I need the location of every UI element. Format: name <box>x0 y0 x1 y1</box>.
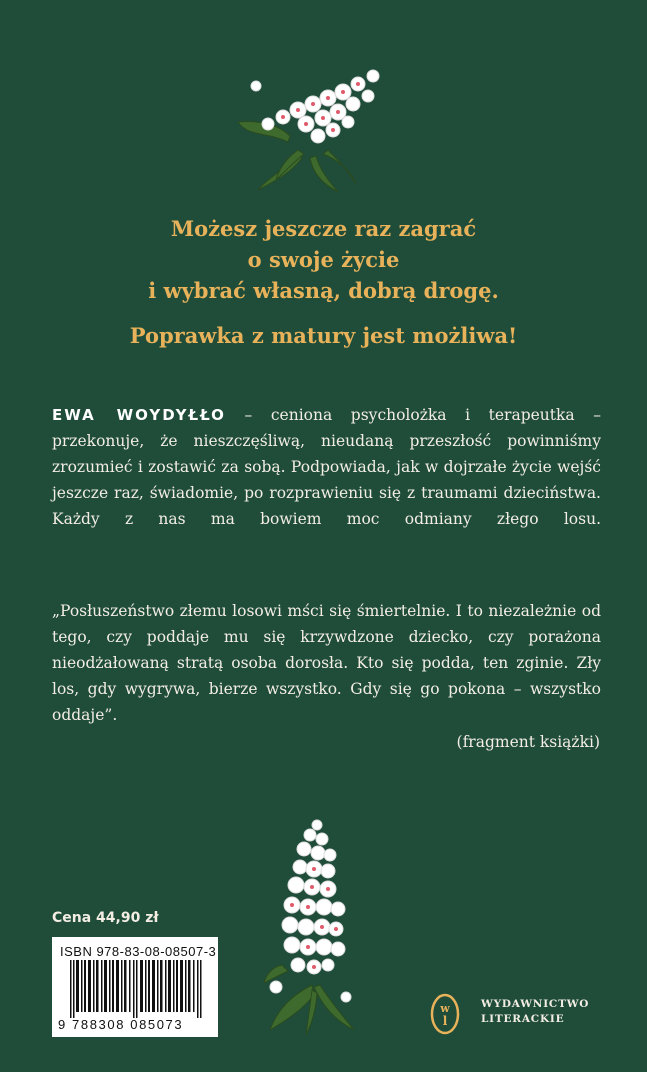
barcode-digits: 9 788308 085073 <box>58 1017 184 1032</box>
headline-line-1: Możesz jeszcze raz zagrać <box>170 216 477 241</box>
tagline: Poprawka z matury jest możliwa! <box>129 323 518 348</box>
headline-line-3: i wybrać własną, dobrą drogę. <box>148 278 499 303</box>
publisher-logo-icon <box>428 992 462 1036</box>
book-quote: „Posłuszeństwo złemu losowi mści się śmiertelnie. I to niezależnie od tego, czy poddaje mu się krzywdzone dziecko, czy porażona nieodżałowaną stratą osoba dorosła. Kto się podda, ten zginie. Zły los, gdy wygrywa, bierze wszystko. Gdy się go pokona – wszystko oddaje”. <box>52 602 601 724</box>
author-name: EWA WOYDYŁŁO <box>52 406 226 424</box>
headline-line-2: o swoje życie <box>247 247 400 272</box>
headline-block <box>0 213 647 306</box>
bio-text: – ceniona psycholożka i terapeutka – przekonuje, że nieszczęśliwą, nieudaną przeszłość powinniśmy zrozumieć i zostawić za sobą. Podpowiada, jak w dojrzałe życie wejść jeszcze raz, świadomie, po rozprawieniu się z traumami dzieciństwa. Każdy z nas ma bowiem moc odmiany złego losu. <box>52 406 601 528</box>
bottom-flower-illustration <box>262 815 362 1037</box>
quote-source: (fragment książki) <box>456 733 600 751</box>
publisher-name-line-1: WYDAWNICTWO <box>481 998 590 1010</box>
isbn-label: ISBN 978-83-08-08507-3 <box>60 944 217 959</box>
author-bio <box>52 402 601 532</box>
barcode-bars <box>70 960 206 1018</box>
top-flower-illustration <box>228 62 408 194</box>
publisher-logo-letter-w: w <box>440 1002 450 1015</box>
publisher-name <box>481 997 589 1027</box>
price-label: Cena 44,90 zł <box>52 910 159 926</box>
publisher-name-line-2: LITERACKIE <box>481 1013 565 1025</box>
publisher-logo-letter-l: l <box>442 1014 448 1028</box>
isbn-barcode <box>52 937 218 1037</box>
